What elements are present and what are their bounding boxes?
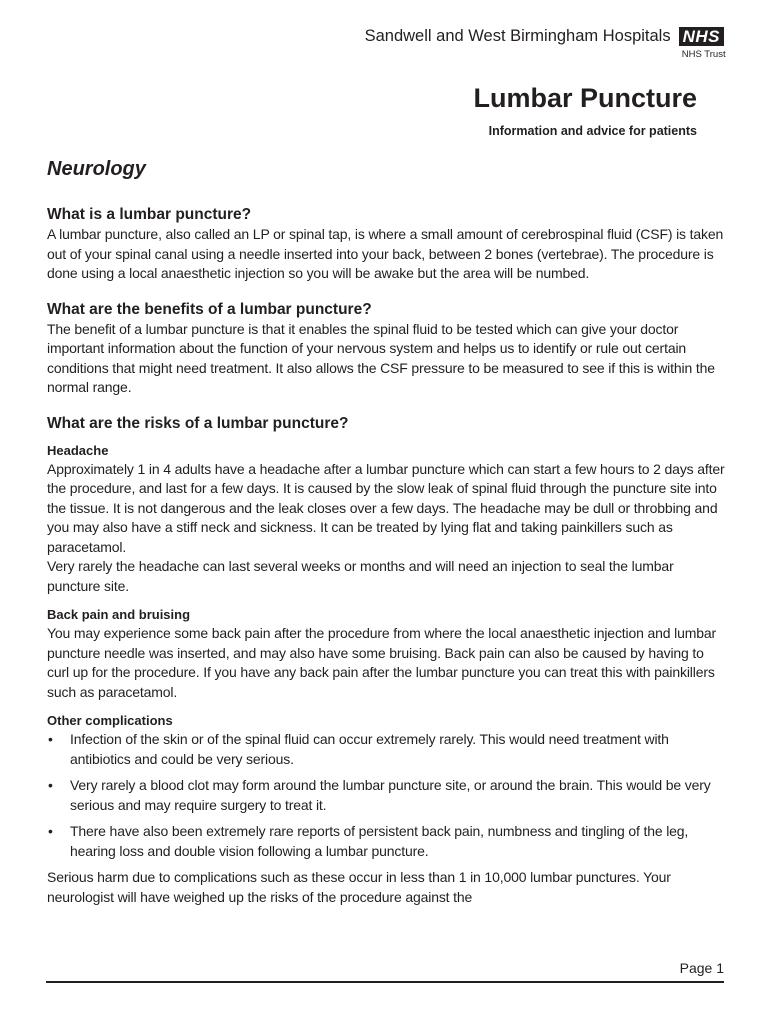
- closing-paragraph: Serious harm due to complications such as these occur in less than 1 in 10,000 lumbar punctures. Your neurologist will have weighed up the risks of the procedure against the: [47, 869, 671, 905]
- page-footer: [46, 958, 724, 983]
- section-what-is: [47, 204, 727, 284]
- subsection-headache: [47, 442, 727, 597]
- document-title: Lumbar Puncture: [473, 83, 697, 113]
- subsection-back-pain: [47, 606, 727, 702]
- department-heading: Neurology: [47, 158, 146, 180]
- organisation-text: [364, 26, 726, 61]
- subsection-paragraph: You may experience some back pain after the procedure from where the local anaesthetic injection and lumbar puncture needle was inserted, and may also have some bruising. Back pain can also be caused by having to curl up for the procedure. If you have any back pain after the lumbar puncture you can treat this with painkillers such as paracetamol.: [47, 625, 717, 700]
- list-item: [47, 730, 727, 769]
- organisation-subtitle: NHS Trust: [681, 49, 726, 60]
- subsection-heading: Other complications: [47, 713, 173, 728]
- bullet-icon: •: [48, 731, 53, 747]
- subsection-paragraph: Approximately 1 in 4 adults have a headache after a lumbar puncture which can start a few hours to 2 days after the procedure, and last for a few days. It is caused by the slow leak of spinal fluid through the puncture site into the tissue. It is not dangerous and the leak closes over a few days. The headache may be dull or throbbing and you may also have a stiff neck and sickness. It can be treated by lying flat and taking painkillers such as paracetamol.: [47, 460, 725, 555]
- list-item: [47, 822, 727, 861]
- bullet-icon: •: [48, 777, 53, 793]
- list-item-text: There have also been extremely rare reports of persistent back pain, numbness and tingling of the leg, hearing loss and double vision following a lumbar puncture.: [70, 823, 689, 859]
- section-paragraph: The benefit of a lumbar puncture is that it enables the spinal fluid to be tested which can give your doctor important information about the function of your nervous system and helps us to identify or rule out certain conditions that might need treatment. It also allows the CSF pressure to be measured to see if this is within the normal range.: [47, 320, 715, 395]
- subsection-paragraph: Very rarely the headache can last several weeks or months and will need an injection to seal the lumbar puncture site.: [47, 558, 674, 594]
- section-risks: [47, 413, 727, 908]
- document-body: [47, 204, 727, 922]
- complications-list: [47, 730, 727, 861]
- bullet-icon: •: [48, 823, 53, 839]
- nhs-logo: NHS: [679, 27, 724, 46]
- section-heading: What is a lumbar puncture?: [47, 206, 252, 223]
- organisation-name: Sandwell and West Birmingham Hospitals: [364, 27, 671, 45]
- list-item: [47, 776, 727, 815]
- footer-divider: [46, 981, 724, 983]
- organisation-header: [365, 26, 724, 61]
- document-subtitle: Information and advice for patients: [488, 124, 697, 138]
- section-heading: What are the benefits of a lumbar puncture?: [47, 300, 372, 318]
- subsection-other-complications: [47, 712, 727, 907]
- section-paragraph: A lumbar puncture, also called an LP or spinal tap, is where a small amount of cerebrospinal fluid (CSF) is taken out of your spinal canal using a needle inserted into your back, between 2 bones (vertebrae). The procedure is done using a local anaesthetic injection so you will be awake but the area will be numbed.: [47, 226, 724, 281]
- section-heading: What are the risks of a lumbar puncture?: [47, 414, 349, 432]
- subsection-heading: Back pain and bruising: [47, 607, 191, 622]
- section-benefits: [47, 299, 727, 398]
- page-number: Page 1: [679, 960, 724, 976]
- list-item-text: Infection of the skin or of the spinal fluid can occur extremely rarely. This would need treatment with antibiotics and could be very serious.: [70, 731, 669, 767]
- list-item-text: Very rarely a blood clot may form around the lumbar puncture site, or around the brain. This would be very serious and may require surgery to treat it.: [70, 777, 711, 813]
- subsection-heading: Headache: [47, 442, 109, 458]
